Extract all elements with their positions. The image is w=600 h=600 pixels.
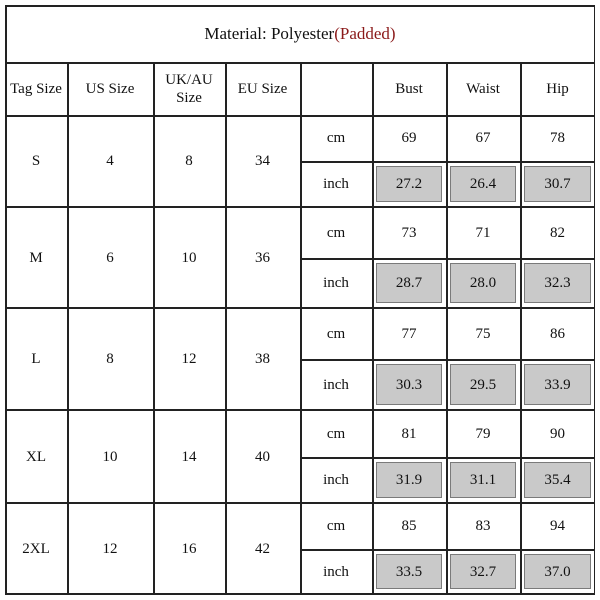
size-cell-tag: 2XL (22, 540, 50, 557)
grid-line (520, 62, 522, 594)
size-cell-tag: S (31, 153, 41, 169)
header-cell: Hip (546, 80, 569, 97)
measure-cell-cm: 67 (475, 130, 491, 146)
grid-line (67, 62, 69, 594)
unit-label-inch: inch (323, 563, 349, 580)
measure-cell-inch: 28.7 (395, 275, 423, 291)
unit-label-inch: inch (323, 376, 349, 393)
measure-cell-inch: 33.5 (395, 563, 423, 580)
header-cell: UK/AU Size (165, 71, 213, 106)
header-cell: Waist (466, 80, 500, 97)
size-cell-us: 12 (102, 540, 118, 557)
measure-cell-cm: 85 (401, 518, 417, 534)
header-cell: Bust (395, 80, 423, 97)
unit-label-cm: cm (326, 325, 346, 342)
measure-cell-cm: 81 (401, 425, 417, 442)
measure-cell-cm: 79 (475, 425, 491, 442)
measure-cell-cm: 69 (401, 130, 417, 146)
title-prefix: Material: Polyester (204, 23, 335, 43)
unit-label-cm: cm (326, 425, 346, 442)
header-cell: US Size (85, 80, 135, 97)
measure-cell-inch: 30.3 (395, 376, 423, 393)
measure-cell-cm: 90 (550, 425, 565, 442)
grid-line (300, 549, 595, 551)
size-cell-uk: 14 (181, 448, 197, 465)
measure-cell-cm: 78 (550, 130, 565, 146)
size-cell-eu: 40 (255, 448, 270, 465)
size-cell-tag: L (31, 351, 41, 367)
unit-label-cm: cm (326, 224, 346, 241)
measure-cell-cm: 94 (550, 518, 565, 534)
size-cell-eu: 38 (255, 351, 270, 367)
grid-line (300, 258, 595, 260)
measure-cell-inch: 31.9 (395, 472, 423, 488)
size-cell-uk: 12 (181, 351, 197, 367)
header-cell: Tag Size (10, 80, 62, 97)
size-cell-eu: 34 (255, 153, 270, 169)
table-title (5, 5, 595, 62)
measure-cell-inch: 32.3 (544, 275, 571, 291)
measure-cell-inch: 27.2 (395, 176, 423, 192)
header-cell (300, 62, 372, 115)
size-cell-tag: M (29, 249, 43, 266)
size-cell-uk: 8 (185, 153, 193, 169)
grid-line (300, 62, 302, 594)
grid-line (300, 457, 595, 459)
grid-line (5, 5, 7, 594)
measure-cell-inch: 31.1 (469, 472, 497, 488)
measure-cell-inch: 37.0 (544, 563, 571, 580)
measure-cell-inch: 28.0 (469, 275, 497, 291)
unit-label-inch: inch (323, 176, 349, 192)
header-cell: EU Size (237, 80, 288, 97)
size-cell-us: 10 (102, 448, 118, 465)
measure-cell-inch: 33.9 (544, 376, 571, 393)
title-highlight: (Padded) (334, 23, 396, 43)
unit-label-inch: inch (323, 472, 349, 488)
grid-line (300, 161, 595, 163)
measure-cell-cm: 71 (475, 224, 491, 241)
measure-cell-cm: 75 (475, 325, 491, 342)
measure-cell-cm: 82 (550, 224, 565, 241)
grid-line (372, 62, 374, 594)
grid-line (153, 62, 155, 594)
measure-cell-inch: 32.7 (469, 563, 497, 580)
size-cell-uk: 10 (181, 249, 197, 266)
size-cell-uk: 16 (181, 540, 197, 557)
unit-label-cm: cm (326, 518, 346, 534)
size-cell-eu: 42 (255, 540, 270, 557)
unit-label-inch: inch (323, 275, 349, 291)
measure-cell-cm: 73 (401, 224, 417, 241)
measure-cell-inch: 30.7 (544, 176, 571, 192)
measure-cell-inch: 35.4 (544, 472, 571, 488)
size-cell-eu: 36 (255, 249, 270, 266)
grid-line (300, 359, 595, 361)
measure-cell-inch: 26.4 (469, 176, 497, 192)
unit-label-cm: cm (326, 130, 346, 146)
size-cell-us: 8 (106, 351, 114, 367)
size-chart-table (5, 5, 595, 594)
grid-line (5, 5, 595, 7)
grid-line (446, 62, 448, 594)
grid-line (594, 5, 596, 594)
size-cell-tag: XL (26, 448, 46, 465)
measure-cell-cm: 83 (475, 518, 491, 534)
measure-cell-cm: 77 (401, 325, 417, 342)
size-cell-us: 6 (106, 249, 114, 266)
size-cell-us: 4 (106, 153, 114, 169)
measure-cell-cm: 86 (550, 325, 565, 342)
grid-line (225, 62, 227, 594)
measure-cell-inch: 29.5 (469, 376, 497, 393)
